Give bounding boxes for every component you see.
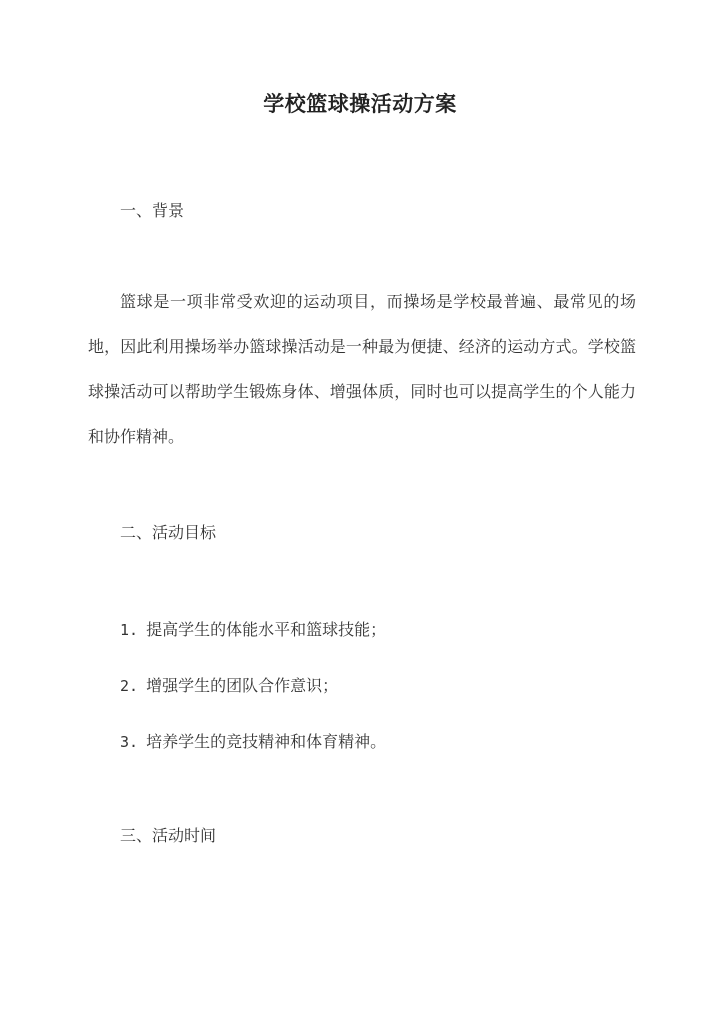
section-heading-background: 一、背景 xyxy=(120,201,185,220)
goal-list-item xyxy=(120,673,338,696)
background-paragraph: 篮球是一项非常受欢迎的运动项目，而操场是学校最普遍、最常见的场地，因此利用操场举办篮球操活动是一种最为便捷、经济的运动方式。学校篮球操活动可以帮助学生锻炼身体、增强体质，同时也可以提高学生的个人能力和协作精神。 xyxy=(88,292,636,446)
document-title: 学校篮球操活动方案 xyxy=(263,91,457,116)
list-text: 增强学生的团队合作意识； xyxy=(146,676,339,695)
goal-list-item xyxy=(120,617,386,640)
list-number: 3. xyxy=(120,733,139,751)
list-text: 提高学生的体能水平和篮球技能； xyxy=(146,620,387,639)
list-text: 培养学生的竞技精神和体育精神。 xyxy=(146,732,387,751)
goal-list-item xyxy=(120,729,386,752)
section-heading-time: 三、活动时间 xyxy=(120,826,217,845)
section-heading-goals: 二、活动目标 xyxy=(120,523,217,542)
list-number: 2. xyxy=(120,677,139,695)
list-number: 1. xyxy=(120,621,139,639)
